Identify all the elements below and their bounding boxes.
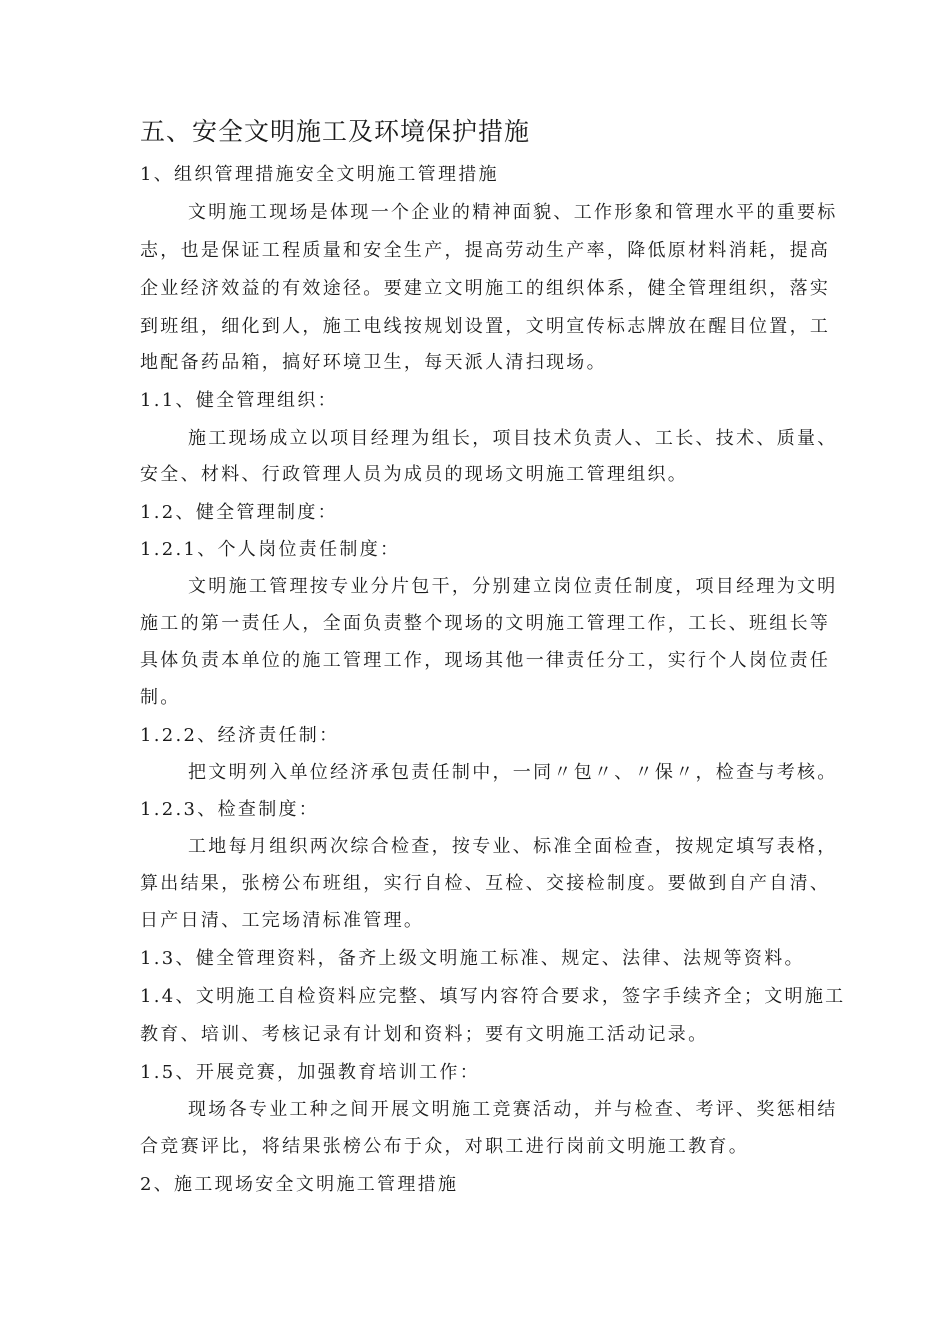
text-line: 志，也是保证工程质量和安全生产，提高劳动生产率，降低原材料消耗，提高 — [140, 240, 831, 261]
text-line: 文明施工管理按专业分片包干，分别建立岗位责任制度，项目经理为文明 — [188, 576, 838, 597]
text-line: 把文明列入单位经济承包责任制中，一同〃包〃、〃保〃，检查与考核。 — [188, 762, 838, 783]
text-line: 1.2.3、检查制度： — [140, 799, 320, 820]
text-line: 安全、材料、行政管理人员为成员的现场文明施工管理组织。 — [140, 464, 689, 485]
text-line: 1.2、健全管理制度： — [140, 502, 338, 523]
text-line: 1.3、健全管理资料，备齐上级文明施工标准、规定、法律、法规等资料。 — [140, 948, 805, 969]
text-line: 2、施工现场安全文明施工管理措施 — [140, 1174, 459, 1195]
text-line: 1.5、开展竞赛，加强教育培训工作： — [140, 1062, 481, 1083]
text-line: 到班组，细化到人，施工电线按规划设置，文明宣传标志牌放在醒目位置，工 — [140, 316, 831, 337]
text-line: 合竞赛评比，将结果张榜公布于众，对职工进行岗前文明施工教育。 — [140, 1136, 749, 1157]
text-line: 1.2.2、经济责任制： — [140, 725, 340, 746]
text-line: 1.2.1、个人岗位责任制度： — [140, 539, 401, 560]
text-line: 文明施工现场是体现一个企业的精神面貌、工作形象和管理水平的重要标 — [188, 202, 838, 223]
text-line: 1.1、健全管理组织： — [140, 390, 338, 411]
text-line: 制。 — [140, 687, 181, 708]
text-line: 1.4、文明施工自检资料应完整、填写内容符合要求，签字手续齐全；文明施工 — [140, 986, 846, 1007]
text-line: 企业经济效益的有效途径。要建立文明施工的组织体系，健全管理组织，落实 — [140, 278, 831, 299]
text-line: 现场各专业工种之间开展文明施工竞赛活动，并与检查、考评、奖惩相结 — [188, 1099, 838, 1120]
text-line: 工地每月组织两次综合检查，按专业、标准全面检查，按规定填写表格， — [188, 836, 838, 857]
text-line: 算出结果，张榜公布班组，实行自检、互检、交接检制度。要做到自产自清、 — [140, 873, 831, 894]
text-line: 地配备药品箱，搞好环境卫生，每天派人清扫现场。 — [140, 352, 607, 373]
section-title: 五、安全文明施工及环境保护措施 — [140, 117, 531, 146]
text-line: 1、组织管理措施安全文明施工管理措施 — [140, 164, 499, 185]
text-line: 施工现场成立以项目经理为组长，项目技术负责人、工长、技术、质量、 — [188, 428, 838, 449]
text-line: 施工的第一责任人，全面负责整个现场的文明施工管理工作，工长、班组长等 — [140, 613, 831, 634]
text-line: 具体负责本单位的施工管理工作，现场其他一律责任分工，实行个人岗位责任 — [140, 650, 831, 671]
text-line: 日产日清、工完场清标准管理。 — [140, 910, 425, 931]
text-line: 教育、培训、考核记录有计划和资料；要有文明施工活动记录。 — [140, 1024, 709, 1045]
